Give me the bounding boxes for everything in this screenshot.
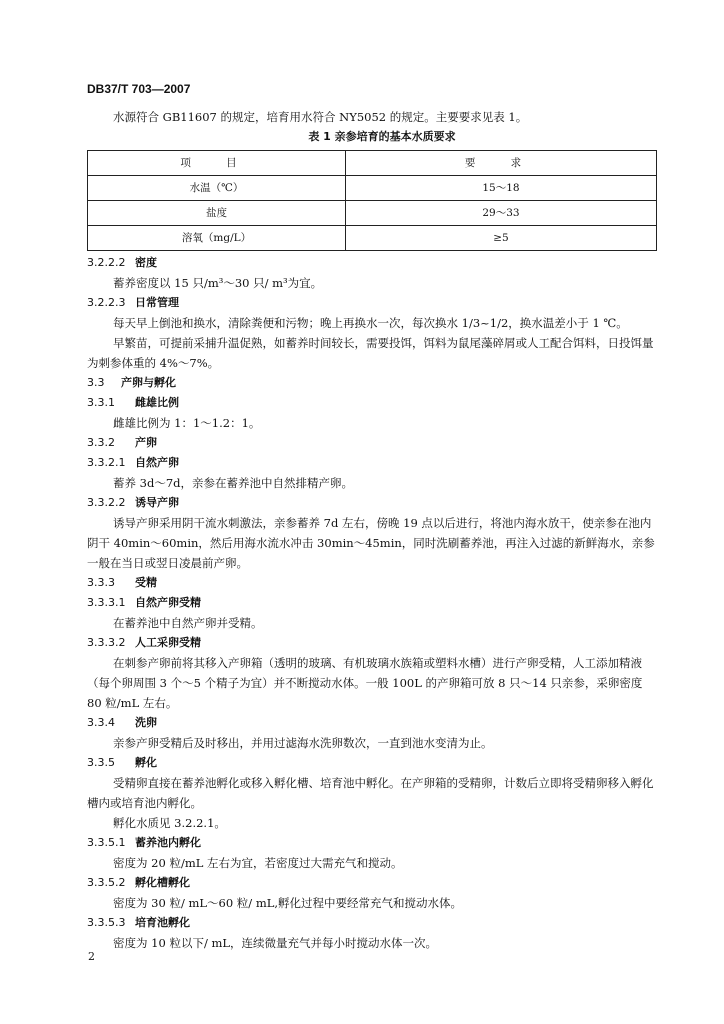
section-heading <box>87 873 657 893</box>
section-title: 孵化 <box>135 756 157 769</box>
paragraph: 早繁苗，可提前采捕升温促熟，如蓄养时间较长，需要投饵，饵料为鼠尾藻碎屑或人工配合饵料，日投饵量为刺参体重的 4%～7%。 <box>87 336 654 370</box>
paragraph: 亲参产卵受精后及时移出，并用过滤海水洗卵数次，一直到池水变清为止。 <box>113 736 493 750</box>
section-title: 日常管理 <box>135 296 179 309</box>
section-number: 3.3.1 <box>87 396 115 409</box>
paragraph: 诱导产卵采用阴干流水刺激法，亲参蓄养 7d 左右，傍晚 19 点以后进行，将池内海水放干，使亲参在池内阴干 40min～60min，然后用海水流水冲击 30min～45min，同时洗刷蓄养池，再注入过滤的新鲜海水，亲参一般在当日或翌日凌晨前产卵。 <box>87 516 655 570</box>
section-title: 洗卵 <box>135 716 157 729</box>
table-row <box>88 176 657 201</box>
section-title: 培育池孵化 <box>135 916 190 929</box>
section-title: 密度 <box>135 256 157 269</box>
section-title: 产卵与孵化 <box>121 376 176 389</box>
section-number: 3.3.5.3 <box>87 916 126 929</box>
section-heading <box>87 913 657 933</box>
section-heading <box>87 573 657 593</box>
table-cell: 溶氧（mg/L） <box>88 226 346 251</box>
intro-paragraph: 水源符合 GB11607 的规定，培育用水符合 NY5052 的规定。主要要求见表 1。 <box>113 110 528 124</box>
section-heading <box>87 253 657 273</box>
table-caption: 表 1 亲参培育的基本水质要求 <box>308 130 456 143</box>
table-header-item: 项 目 <box>88 151 346 176</box>
table-cell: 盐度 <box>88 201 346 226</box>
section-number: 3.2.2.3 <box>87 296 126 309</box>
section-title: 诱导产卵 <box>135 496 179 509</box>
table-cell: 29～33 <box>346 201 657 226</box>
section-title: 受精 <box>135 576 157 589</box>
section-heading <box>87 753 657 773</box>
section-title: 孵化槽孵化 <box>135 876 190 889</box>
paragraph: 在蓄养池中自然产卵并受精。 <box>113 616 263 630</box>
table-cell: 水温（℃） <box>88 176 346 201</box>
section-number: 3.3.2.2 <box>87 496 126 509</box>
section-heading <box>87 713 657 733</box>
paragraph: 蓄养 3d～7d，亲参在蓄养池中自然排精产卵。 <box>113 476 354 490</box>
section-heading <box>87 373 657 393</box>
paragraph: 蓄养密度以 15 只/m³～30 只/ m³为宜。 <box>113 276 323 290</box>
section-number: 3.3.2 <box>87 436 115 449</box>
table-cell: ≥5 <box>346 226 657 251</box>
section-heading <box>87 293 657 313</box>
section-heading <box>87 433 657 453</box>
section-title: 自然产卵受精 <box>135 596 201 609</box>
section-heading <box>87 493 657 513</box>
paragraph: 受精卵直接在蓄养池孵化或移入孵化槽、培育池中孵化。在产卵箱的受精卵，计数后立即将受精卵移入孵化槽内或培育池内孵化。 <box>87 776 654 810</box>
water-quality-table <box>87 150 657 251</box>
table-row <box>88 201 657 226</box>
section-heading <box>87 593 657 613</box>
section-title: 蓄养池内孵化 <box>135 836 201 849</box>
section-number: 3.3.5 <box>87 756 115 769</box>
section-number: 3.3.4 <box>87 716 115 729</box>
section-number: 3.3.5.1 <box>87 836 126 849</box>
section-heading <box>87 833 657 853</box>
paragraph: 在刺参产卵前将其移入产卵箱（透明的玻璃、有机玻璃水族箱或塑料水槽）进行产卵受精，人工添加精液（每个卵周围 3 个～5 个精子为宜）并不断搅动水体。一般 100L 的产卵箱可放 8 只～14 只亲参，采卵密度 80 粒/mL 左右。 <box>87 656 643 710</box>
section-number: 3.3.3.2 <box>87 636 126 649</box>
paragraph: 密度为 10 粒以下/ mL，连续微量充气并每小时搅动水体一次。 <box>113 936 438 950</box>
table-row <box>88 226 657 251</box>
section-heading <box>87 393 657 413</box>
section-heading <box>87 453 657 473</box>
section-number: 3.3.3 <box>87 576 115 589</box>
paragraph: 雌雄比例为 1：1～1.2：1。 <box>113 416 261 430</box>
section-title: 自然产卵 <box>135 456 179 469</box>
standard-code-header: DB37/T 703—2007 <box>87 82 191 96</box>
section-number: 3.3.5.2 <box>87 876 126 889</box>
section-number: 3.3.2.1 <box>87 456 126 469</box>
section-title: 雌雄比例 <box>135 396 179 409</box>
page-number: 2 <box>88 950 95 963</box>
paragraph: 密度为 20 粒/mL 左右为宜，若密度过大需充气和搅动。 <box>113 856 403 870</box>
section-heading <box>87 633 657 653</box>
document-body <box>87 107 657 953</box>
table-cell: 15～18 <box>346 176 657 201</box>
paragraph: 孵化水质见 3.2.2.1。 <box>113 816 226 830</box>
section-number: 3.3.3.1 <box>87 596 126 609</box>
paragraph: 每天早上倒池和换水，清除粪便和污物；晚上再换水一次，每次换水 1/3~1/2，换水温差小于 1 ℃。 <box>113 316 628 330</box>
section-title: 产卵 <box>135 436 157 449</box>
section-number: 3.2.2.2 <box>87 256 126 269</box>
table-header-row <box>88 151 657 176</box>
table-header-requirement: 要 求 <box>346 151 657 176</box>
section-number: 3.3 <box>87 376 105 389</box>
paragraph: 密度为 30 粒/ mL～60 粒/ mL,孵化过程中要经常充气和搅动水体。 <box>113 896 463 910</box>
section-title: 人工采卵受精 <box>135 636 201 649</box>
